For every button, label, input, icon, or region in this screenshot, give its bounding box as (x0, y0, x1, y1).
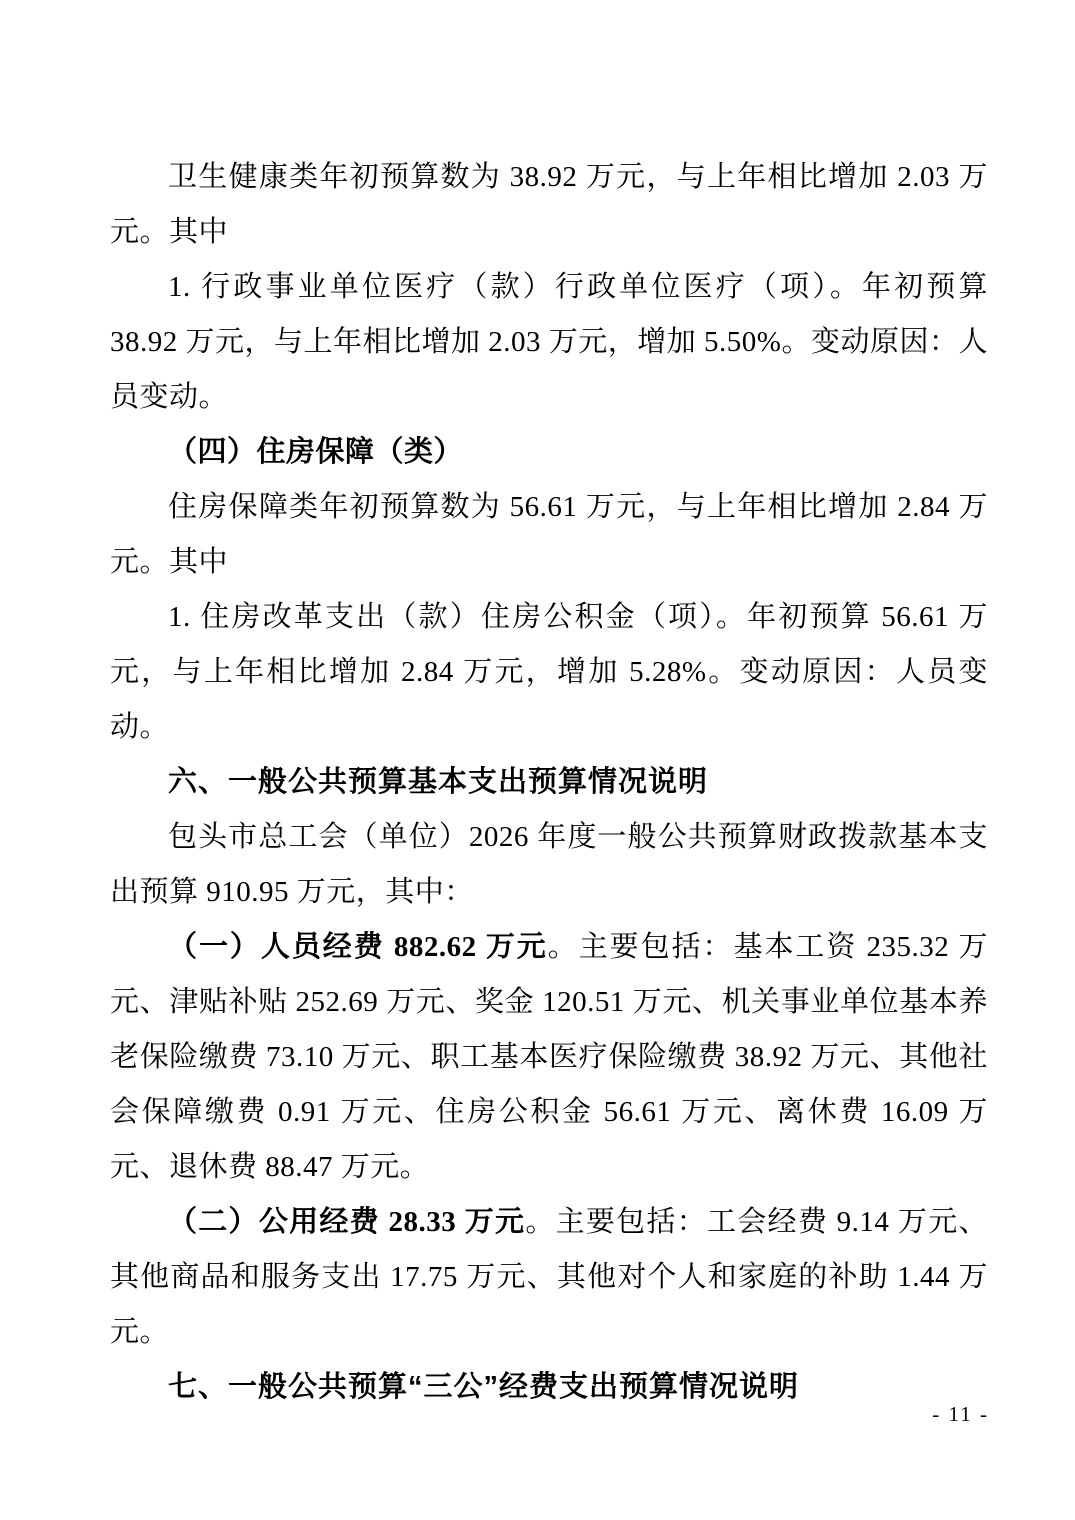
paragraph-personnel-expense-lead: （一）人员经费 882.62 万元 (168, 931, 548, 963)
paragraph-basic-expense-intro: 包头市总工会（单位）2026 年度一般公共预算财政拨款基本支出预算 910.95 万元，其中： (110, 821, 988, 908)
paragraph-health-summary: 卫生健康类年初预算数为 38.92 万元，与上年相比增加 2.03 万元。其中 (110, 161, 988, 248)
paragraph-housing-item1: 1. 住房改革支出（款）住房公积金（项）。年初预算 56.61 万元，与上年相比增加 2.84 万元，增加 5.28%。变动原因：人员变动。 (110, 601, 988, 743)
paragraph-personnel-expense (110, 920, 988, 1195)
paragraph-personnel-expense-rest: 。主要包括：基本工资 235.32 万元、津贴补贴 252.69 万元、奖金 120.51 万元、机关事业单位基本养老保险缴费 73.10 万元、职工基本医疗保险缴费 38.92 万元、其他社会保障缴费 0.91 万元、住房公积金 56.61 万元、离休费 16.09 万元、退休费 88.47 万元。 (110, 931, 988, 1183)
heading-section-7: 七、一般公共预算“三公”经费支出预算情况说明 (168, 1371, 800, 1403)
page-number: - 11 - (932, 1402, 989, 1426)
heading-section-6: 六、一般公共预算基本支出预算情况说明 (168, 766, 709, 798)
paragraph-public-expense-lead: （二）公用经费 28.33 万元 (168, 1206, 526, 1238)
paragraph-health-item1: 1. 行政事业单位医疗（款）行政单位医疗（项）。年初预算 38.92 万元，与上年相比增加 2.03 万元，增加 5.50%。变动原因：人员变动。 (110, 271, 988, 413)
paragraph-housing-summary: 住房保障类年初预算数为 56.61 万元，与上年相比增加 2.84 万元。其中 (110, 491, 988, 578)
document-content (110, 150, 988, 1415)
heading-section-4: （四）住房保障（类） (168, 436, 464, 468)
paragraph-public-expense-rest: 。主要包括：工会经费 9.14 万元、其他商品和服务支出 17.75 万元、其他对个人和家庭的补助 1.44 万元。 (110, 1206, 988, 1348)
paragraph-public-expense (110, 1195, 988, 1360)
